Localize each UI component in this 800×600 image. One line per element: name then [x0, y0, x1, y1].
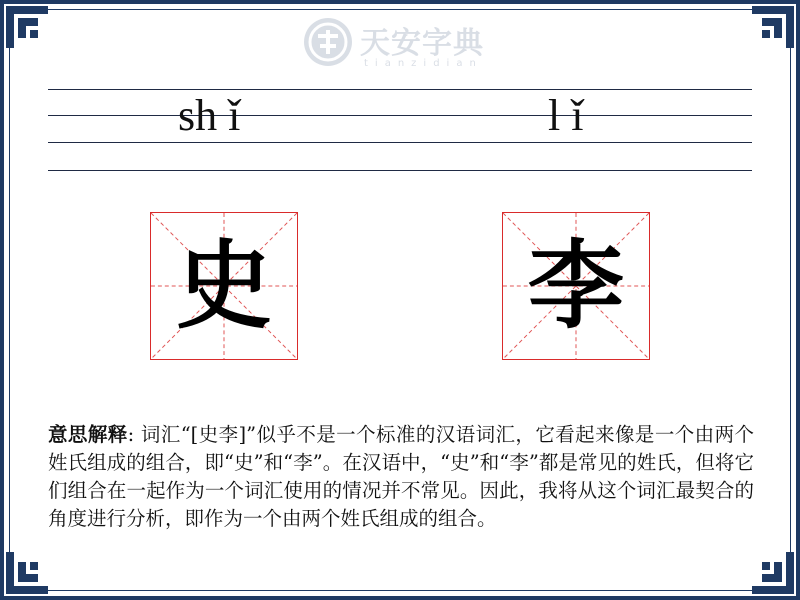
corner-ornament-icon [4, 550, 50, 596]
staff-line [48, 115, 752, 116]
watermark [302, 14, 502, 74]
corner-ornament-icon [4, 4, 50, 50]
corner-ornament-icon [750, 4, 796, 50]
staff-line [48, 170, 752, 171]
character-second: 李 [528, 230, 624, 342]
corner-ornament-icon [750, 550, 796, 596]
watermark-title: 天安字典 [360, 26, 484, 61]
character-first: 史 [176, 230, 272, 342]
explanation-paragraph [48, 421, 754, 533]
staff-line [48, 89, 752, 90]
pinyin-first: sh ǐ [178, 91, 241, 140]
watermark-subtitle: tianzidian [364, 58, 483, 69]
pinyin-second: l ǐ [548, 91, 584, 140]
staff-line [48, 142, 752, 143]
explanation-text: 词汇“[史李]”似乎不是一个标准的汉语词汇，它看起来像是一个由两个姓氏组成的组合，即“史”和“李”。在汉语中，“史”和“李”都是常见的姓氏，但将它们组合在一起作为一个词汇使用的情况并不常见。因此，我将从这个词汇最契合的角度进行分析，即作为一个由两个姓氏组成的组合。 [48, 423, 754, 530]
explanation-label: 意思解释 [48, 423, 128, 446]
explanation-separator: : [127, 423, 141, 446]
site-logo-icon [302, 16, 354, 68]
character-grid-second [502, 212, 650, 360]
character-grid-first [150, 212, 298, 360]
